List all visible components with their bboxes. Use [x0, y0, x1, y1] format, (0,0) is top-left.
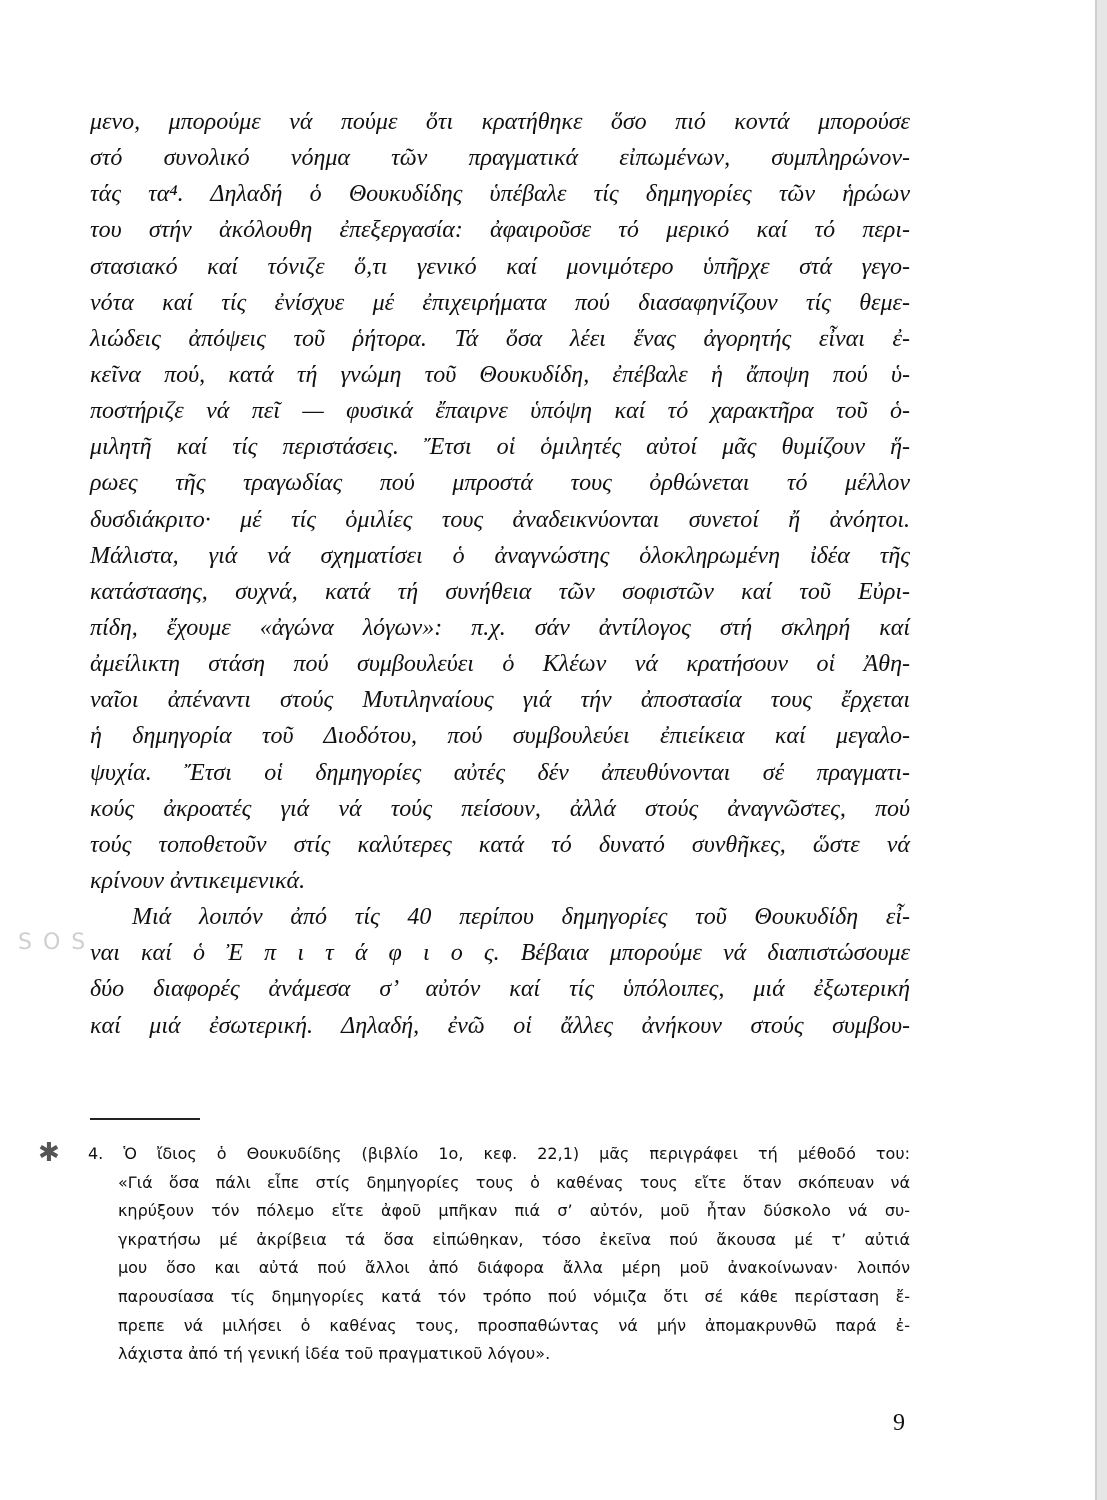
text-line: κούς ἀκροατές γιά νά τούς πείσουν, ἀλλά στούς ἀναγνῶστες, πού: [90, 795, 910, 822]
text-line: κρίνουν ἀντικειμενικά.: [90, 867, 306, 894]
text-line: τάς τα⁴. Δηλαδή ὁ Θουκυδίδης ὑπέβαλε τίς δημηγορίες τῶν ἡρώων: [90, 181, 910, 208]
text-line: Μάλιστα, γιά νά σχηματίσει ὁ ἀναγνώστης ὁλοκληρωμένη ἰδέα τῆς: [90, 542, 910, 569]
text-line: νότα καί τίς ἐνίσχυε μέ ἐπιχειρήματα πού διασαφηνίζουν τίς θεμε-: [90, 289, 910, 316]
text-line: ψυχία. Ἔτσι οἱ δημηγορίες αὐτές δέν ἀπευθύνονται σέ πραγματι-: [90, 759, 910, 786]
text-line: πίδη, ἔχουμε «ἀγώνα λόγων»: π.χ. σάν ἀντίλογος στή σκληρή καί: [90, 614, 910, 641]
text-line: στό συνολικό νόημα τῶν πραγματικά εἰπωμένων, συμπληρώνον-: [90, 145, 910, 172]
text-line: κατάστασης, συχνά, κατά τή συνήθεια τῶν σοφιστῶν καί τοῦ Εὐρι-: [90, 578, 910, 605]
text-line: ναῖοι ἀπέναντι στούς Μυτιληναίους γιά τήν ἀποστασία τους ἔρχεται: [90, 687, 910, 714]
footnote-line: 4. Ὁ ἴδιος ὁ Θουκυδίδης (βιβλίο 1ο, κεφ. 22,1) μᾶς περιγράφει τή μέθοδό του:: [88, 1144, 910, 1163]
page-edge-shadow: [1095, 0, 1107, 1500]
text-line: τούς τοποθετοῦν στίς καλύτερες κατά τό δυνατό συνθῆκες, ὥστε νά: [90, 831, 910, 858]
text-line: ναι καί ὁ Ἐ π ι τ ά φ ι ο ς. Βέβαια μπορούμε νά διαπιστώσουμε: [90, 940, 910, 967]
footnote-line: «Γιά ὅσα πάλι εἶπε στίς δημηγορίες τους ὁ καθένας τους εἴτε ὅταν σκόπευαν νά: [118, 1172, 910, 1192]
footnote-line: κηρύξουν τόν πόλεμο εἴτε ἀφοῦ μπῆκαν πιά σ’ αὐτόν, μοῦ ἦταν δύσκολο νά συ-: [118, 1201, 910, 1221]
text-line: ποστήριζε νά πεῖ — φυσικά ἔπαιρνε ὑπόψη καί τό χαρακτῆρα τοῦ ὁ-: [90, 398, 910, 425]
margin-annotation: S O S: [18, 930, 88, 955]
footnote-line: γκρατήσω μέ ἀκρίβεια τά ὅσα εἰπώθηκαν, τόσο ἐκεῖνα πού ἄκουσα μέ τ’ αὐτιά: [118, 1229, 910, 1249]
text-line: ἡ δημηγορία τοῦ Διοδότου, πού συμβουλεύει ἐπιείκεια καί μεγαλο-: [90, 723, 910, 750]
text-line: του στήν ἀκόλουθη ἐπεξεργασία: ἀφαιροῦσε τό μερικό καί τό περι-: [90, 217, 910, 244]
footnote-line: μου ὅσο και αὐτά πού ἄλλοι ἀπό διάφορα ἄλλα μέρη μοῦ ἀνακοίνωναν· λοιπόν: [118, 1258, 910, 1278]
text-line: δύο διαφορές ἀνάμεσα σ’ αὐτόν καί τίς ὑπόλοιπες, μιά ἐξωτερική: [90, 976, 910, 1003]
footnote-line: πρεπε νά μιλήσει ὁ καθένας τους, προσπαθώντας νά μήν ἀπομακρυνθῶ παρά ἐ-: [118, 1315, 910, 1335]
asterisk-mark-icon: ✱: [38, 1138, 60, 1168]
text-line: στασιακό καί τόνιζε ὅ,τι γενικό καί μονιμότερο ὑπῆρχε στά γεγο-: [90, 253, 910, 280]
footnote-line: παρουσίασα τίς δημηγορίες κατά τόν τρόπο πού νόμιζα ὅτι σέ κάθε περίσταση ἔ-: [118, 1286, 910, 1306]
text-line: κεῖνα πού, κατά τή γνώμη τοῦ Θουκυδίδη, ἐπέβαλε ἡ ἄποψη πού ὑ-: [90, 361, 910, 388]
page-number: 9: [893, 1410, 905, 1436]
text-line: καί μιά ἐσωτερική. Δηλαδή, ἐνῶ οἱ ἄλλες ἀνήκουν στούς συμβου-: [90, 1012, 910, 1039]
footnote-line: λάχιστα ἀπό τή γενική ἰδέα τοῦ πραγματικοῦ λόγου».: [118, 1344, 551, 1364]
text-line: μιλητῆ καί τίς περιστάσεις. Ἔτσι οἱ ὁμιλητές αὐτοί μᾶς θυμίζουν ἥ-: [90, 434, 910, 461]
text-line: ἀμείλικτη στάση πού συμβουλεύει ὁ Κλέων νά κρατήσουν οἱ Ἀθη-: [90, 651, 910, 678]
text-line: δυσδιάκριτο· μέ τίς ὁμιλίες τους ἀναδεικνύονται συνετοί ἤ ἀνόητοι.: [90, 506, 910, 533]
main-text: [90, 104, 910, 1044]
footnote: [88, 1140, 910, 1369]
text-line: Μιά λοιπόν ἀπό τίς 40 περίπου δημηγορίες τοῦ Θουκυδίδη εἶ-: [132, 904, 910, 931]
text-line: λιώδεις ἀπόψεις τοῦ ῥήτορα. Τά ὅσα λέει ἕνας ἀγορητής εἶναι ἐ-: [90, 325, 910, 352]
footnote-divider: [90, 1118, 200, 1120]
text-line: μενο, μπορούμε νά πούμε ὅτι κρατήθηκε ὅσο πιό κοντά μπορούσε: [90, 109, 910, 135]
text-line: ρωες τῆς τραγωδίας πού μπροστά τους ὀρθώνεται τό μέλλον: [90, 470, 910, 497]
